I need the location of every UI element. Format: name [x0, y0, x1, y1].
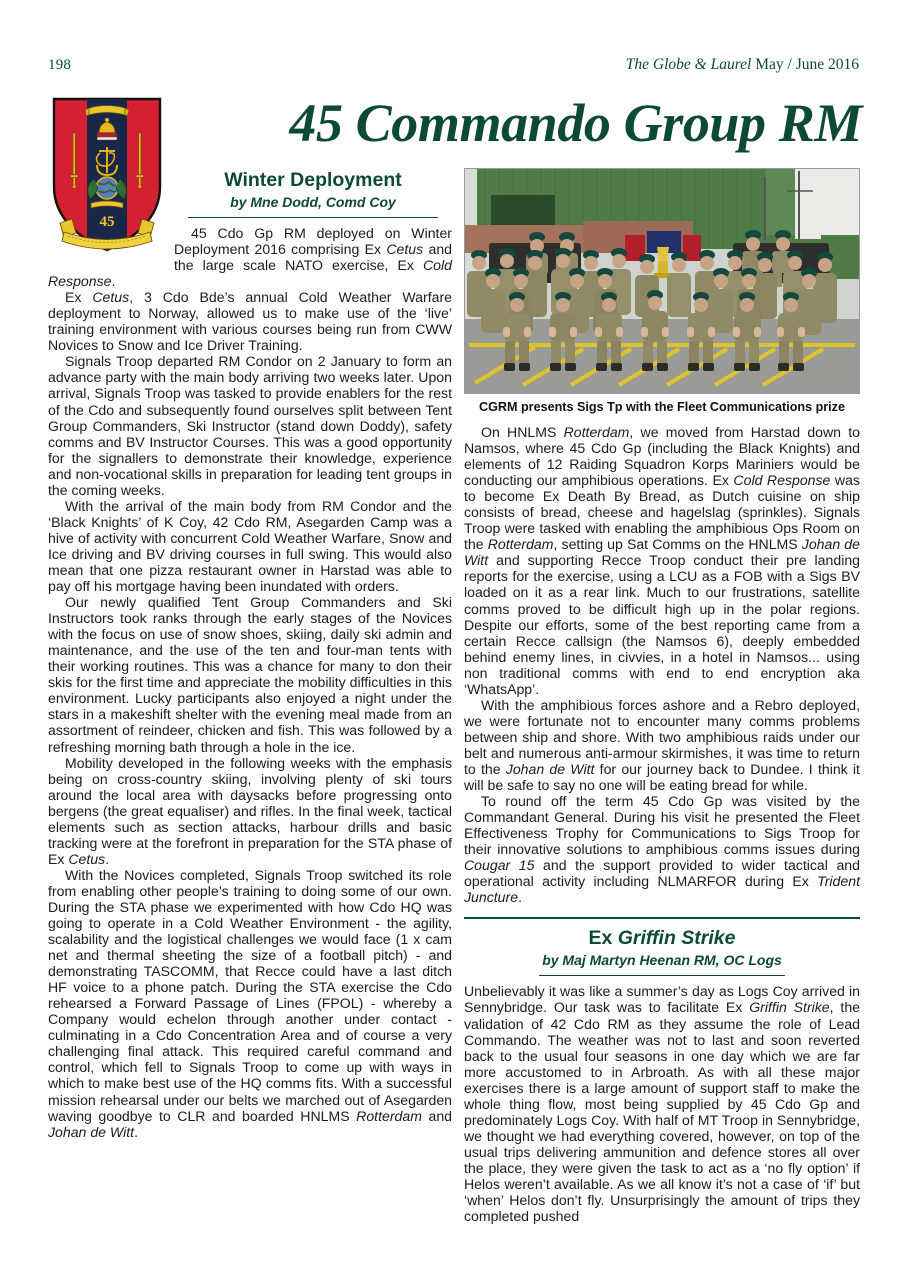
- article2-heading-italic: Griffin Strike: [617, 927, 736, 950]
- article2-heading: [464, 926, 860, 950]
- article-masthead-title: 45 Commando Group RM: [289, 93, 862, 153]
- crest-text-wrap-spacer: [48, 168, 174, 264]
- article2-paragraph-1: Unbelievably it was like a summer’s day as Logs Coy arrived in Sennybridge. Our task was to facilitate Ex Griffin Strike, the validation of 42 Cdo RM as they assume the role of Lead Commando. The weather was not to last and soon reverted back to the usual four seasons in one day which we are far more accustomed to in Arbroath. As with all these major exercises there is a large amount of support staff to make the whole thing flow, most being supplied by 45 Cdo Gp and predominately Logs Coy. With half of MT Troop in Sennybridge, we thought we had everything covered, however, on top of the usual trips delivering ammunition and defence stores all over the place, they were given the task to act as a ‘no fly option’ if Helos weren’t available. As we all know it’s not a case of ‘if’ but ‘when’ Helos don’t fly. Unsurprisingly the amount of trips they completed pushed: [464, 983, 860, 1225]
- article1-paragraph-2: Ex Cetus, 3 Cdo Bde’s annual Cold Weather Warfare deployment to Norway, allowed us to make use of the ‘live’ training environment with various courses being run from CWW Novices to Snow and Ice Driver Training.: [48, 289, 452, 354]
- article2-top-divider: [464, 917, 860, 919]
- right-column: [464, 168, 860, 1248]
- article1-heading: Winter Deployment: [224, 169, 402, 191]
- article1-paragraph-6: Mobility developed in the following weeks with the emphasis being on cross-country skiing, involving plenty of ski tours around the local area with daysacks before progressing onto bergens (the great equaliser) and rifles. In the final week, tactical elements such as section attacks, harbour drills and basic tracking were at the forefront in preparation for the STA phase of Ex Cetus.: [48, 754, 452, 867]
- byline-divider: [188, 217, 438, 218]
- running-head: [48, 56, 859, 76]
- article1-paragraph-9: With the amphibious forces ashore and a Rebro deployed, we were fortunate not to encounter many comms problems between ship and shore. With two amphibious raids under our belt and numerous anti-armour skirmishes, it was time to return to the Johan de Witt for our journey back to Dundee. I think it will be safe to say no one will be eating bread for while.: [464, 696, 860, 794]
- article2-byline-divider: [539, 975, 785, 976]
- article1-paragraph-7: With the Novices completed, Signals Troop switched its role from enabling other people’s training to doing some of our own. During the STA phase we experimented with how Cdo HQ was going to operate in a Cold Weather Environment - the agility, scalability and the logistical challenges we would face (1 x cam net and thermal sheeting the size of a football pitch) - and demonstrating TASCOMM, that Recce could have a last ditch HF voice to a phone patch. During the STA exercise the Cdo rehearsed a Forward Passage of Lines (FPOL) - whereby a Company would echelon through another under contact - culminating in a Cdo Concentration Area and of course a very challenging final attack. This required careful command and control, which fell to Signals Troop to come up with ways in which to make best use of the HQ comms fits. With a successful mission rehearsal under our belts we marched out of Asegarden waving goodbye to CLR and boarded HNLMS Rotterdam and Johan de Witt.: [48, 866, 452, 1140]
- article1-paragraph-10: To round off the term 45 Cdo Gp was visited by the Commandant General. During his visit he presented the Fleet Effectiveness Trophy for Communications to Sigs Troop for their innovative solutions to amphibious comms issues during Cougar 15 and the support provided to wider tactical and operational activity including NLMARFOR during Ex Trident Juncture.: [464, 793, 860, 906]
- svg-text:45: 45: [99, 214, 115, 230]
- article1-paragraph-3: Signals Troop departed RM Condor on 2 January to form an advance party with the main body arriving two weeks later. Upon arrival, Signals Troop was tasked to provide enablers for the rest of the Cdo and subsequently found ourselves split between Tent Group Commanders, Ski Instructor (stand down Doddy), safety comms and BV Instructor Courses. This was a good opportunity for the signallers to demonstrate their knowledge, experience and non-vocational skills in preparation for leading tent groups in the coming weeks.: [48, 353, 452, 498]
- left-column: [48, 168, 452, 1248]
- article2-byline: by Maj Martyn Heenan RM, OC Logs: [542, 952, 782, 969]
- article1-paragraph-5: Our newly qualified Tent Group Commanders and Ski Instructors took ranks through the early stages of the Novices with the focus on use of snow shoes, skiing, daily ski admin and maintenance, and the use of the ten and four-man tents with their working routines. This was a chance for many to don their skis for the first time and appreciate the mobility difficulties in this environment. Lucky participants also enjoyed a night under the stars in a makeshift shelter with the evening meal made from an assortment of reindeer, chicken and fish. This was followed by a refreshing morning bath through a hole in the ice.: [48, 594, 452, 755]
- article2-heading-plain: Ex: [588, 927, 618, 950]
- photo-block: [464, 168, 860, 421]
- photo-caption: CGRM presents Sigs Tp with the Fleet Communications prize: [479, 400, 845, 414]
- group-photo: [464, 168, 860, 394]
- article1-paragraph-1: 45 Cdo Gp RM deployed on Winter Deployment 2016 comprising Ex Cetus and the large scale NATO exercise, Ex Cold Response.: [48, 225, 453, 290]
- publication-title: The Globe & Laurel: [625, 56, 752, 73]
- article1-paragraph-8: On HNLMS Rotterdam, we moved from Harstad down to Namsos, where 45 Cdo Gp (including the Black Knights) and elements of 12 Raiding Squadron Korps Mariniers would be conducting our amphibious operations. Ex Cold Response was to become Ex Death By Bread, as Dutch cuisine on ship consists of bread, cheese and hagelslag (sprinkles). Signals Troop were tasked with enabling the amphibious Ops Room on the Rotterdam, setting up Sat Comms on the HNLMS Johan de Witt and supporting Recce Troop conduct their pre landing reports for the exercise, using a LCU as a FOB with a Sigs BV loaded on it as a rear link. Much to our frustrations, satellite comms proved to be difficult high up in the polar regions. Despite our efforts, some of the best reporting came from a certain Recce callsign (the Namsos 6), deeply embedded behind enemy lines, in civvies, in a hotel in Namsos... using non traditional comms with end to end encryption aka ‘WhatsApp’.: [464, 424, 861, 697]
- issue-date: May / June 2016: [755, 56, 859, 73]
- article1-paragraph-4: With the arrival of the main body from RM Condor and the ‘Black Knights’ of K Coy, 42 Cdo RM, Asegarden Camp was a hive of activity with concurrent Cold Weather Warfare, Snow and Ice driving and BV driving courses in full swing. This would also mean that one pizza restaurant owner in Harstad was able to pay off his mortgage having been inundated with orders.: [48, 497, 452, 595]
- article1-byline: by Mne Dodd, Comd Coy: [230, 194, 396, 210]
- page-number: 198: [48, 57, 72, 73]
- issue-line: [626, 56, 859, 74]
